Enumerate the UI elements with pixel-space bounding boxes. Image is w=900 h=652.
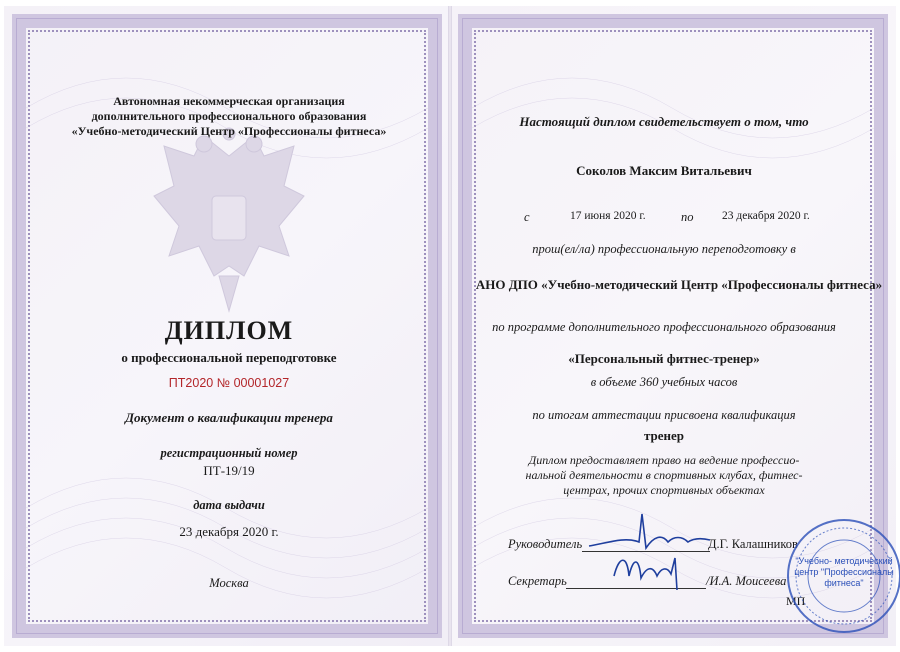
issue-date-label: дата выдачи: [193, 498, 265, 512]
org-line-1: Автономная некоммерческая организация: [113, 94, 345, 108]
organization-stamp: [784, 516, 900, 636]
qualification-label: по итогам аттестации присвоена квалификация: [532, 408, 796, 422]
program-label: по программе дополнительного профессионального образования: [492, 320, 836, 334]
passed-training-statement: прош(ел/ла) профессиональную переподготовку в: [532, 242, 796, 256]
recipient-name: Соколов Максим Витальевич: [576, 163, 752, 178]
seal-place-mark: МП: [786, 594, 806, 608]
left-page: [4, 6, 450, 646]
date-to: 23 декабря 2020 г.: [722, 210, 810, 222]
secretary-name: /И.А. Моисеева: [706, 574, 787, 588]
issue-city: Москва: [209, 576, 249, 590]
rights-line-3: центрах, прочих спортивных объектах: [563, 483, 765, 497]
rights-line-2: нальной деятельности в спортивных клубах, фитнес-: [525, 468, 803, 482]
secretary-label: Секретарь: [508, 574, 567, 588]
qualification-document: Документ о квалификации тренера: [125, 410, 333, 425]
qualification-value: тренер: [643, 428, 685, 443]
issue-date-value: 23 декабря 2020 г.: [179, 524, 279, 539]
secretary-signature-icon: [609, 546, 689, 596]
org-line-2: дополнительного профессионального образования: [91, 109, 367, 123]
registration-number-label: регистрационный номер: [160, 446, 298, 460]
rights-line-1: Диплом предоставляет право на ведение профессио-: [528, 453, 800, 467]
diploma-number: ПТ2020 № 00001027: [168, 376, 290, 390]
to-word: по: [681, 210, 694, 224]
issuing-organization: [64, 94, 394, 139]
diploma-spread: [4, 6, 896, 646]
page-fold: [448, 6, 452, 646]
coat-of-arms-watermark-icon: [144, 126, 314, 316]
stamp-text: "Учебно- методический центр "Профессионалы фитнеса": [794, 556, 894, 588]
diploma-subtitle: о профессиональной переподготовке: [121, 350, 337, 365]
date-from: 17 июня 2020 г.: [570, 210, 646, 222]
registration-number-value: ПТ-19/19: [203, 463, 255, 478]
head-name: Д.Г. Калашников: [708, 537, 798, 551]
org-line-3: «Учебно-методический Центр «Профессионалы фитнеса»: [71, 124, 387, 138]
program-hours: в объеме 360 учебных часов: [590, 375, 738, 389]
diploma-title: ДИПЛОМ: [164, 316, 294, 345]
program-name: «Персональный фитнес-тренер»: [568, 351, 760, 366]
from-word: с: [524, 210, 530, 224]
training-organization: АНО ДПО «Учебно-методический Центр «Профессионалы фитнеса»: [475, 277, 883, 292]
certifies-statement: Настоящий диплом свидетельствует о том, что: [519, 114, 809, 129]
rights-statement: [494, 453, 834, 498]
head-label: Руководитель: [508, 537, 583, 551]
